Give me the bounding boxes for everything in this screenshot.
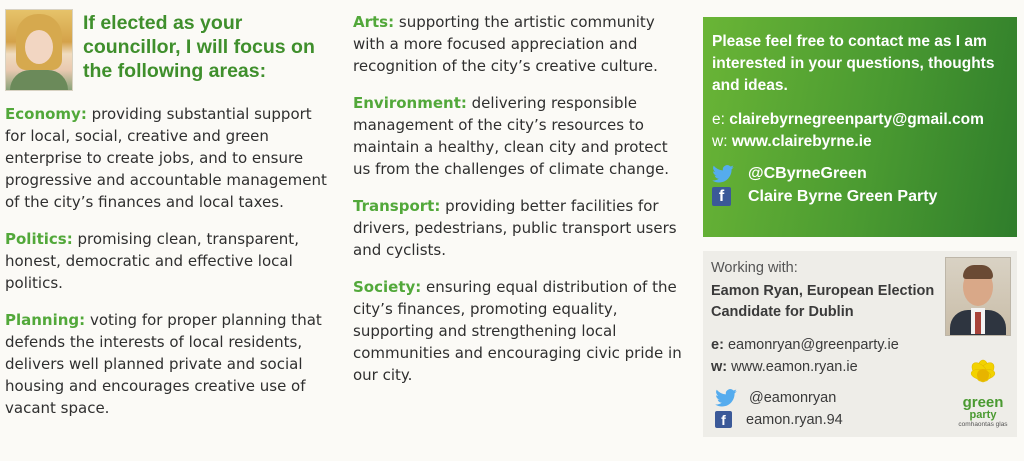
- contact-intro: Please feel free to contact me as I am interested in your questions, thoughts and ideas.: [712, 33, 995, 94]
- eamon-twitter-row[interactable]: [715, 389, 836, 407]
- contact-web-link[interactable]: www.clairebyrne.ie: [731, 133, 872, 150]
- arts-keyword: Arts:: [353, 13, 395, 31]
- logo-green-text: green: [962, 394, 1004, 411]
- candidate-portrait: [5, 9, 73, 91]
- contact-web-prefix: w:: [712, 133, 728, 150]
- arts-paragraph: [353, 11, 683, 77]
- eamon-ryan-photo: [945, 257, 1011, 336]
- planning-paragraph: [5, 309, 335, 419]
- society-paragraph: [353, 276, 683, 386]
- sunflower-icon: [961, 343, 1005, 395]
- eamon-web-link[interactable]: www.eamon.ryan.ie: [731, 359, 858, 375]
- politics-keyword: Politics:: [5, 230, 73, 248]
- logo-party-text: party: [969, 409, 997, 421]
- headline-block: [5, 9, 335, 91]
- eamon-facebook-row[interactable]: [715, 411, 843, 428]
- twitter-icon: [715, 389, 737, 407]
- contact-facebook-name: Claire Byrne Green Party: [748, 187, 938, 205]
- eamon-email-line: [711, 337, 899, 353]
- arts-text: supporting the artistic community with a more focused appreciation and recognition of the city’s creative culture.: [353, 13, 658, 75]
- environment-text: delivering responsible management of the city’s resources to maintain a healthy, clean city and protect us from the challenges of climate change.: [353, 94, 669, 178]
- planning-keyword: Planning:: [5, 311, 86, 329]
- contact-twitter-handle: @CByrneGreen: [748, 165, 867, 182]
- planning-text: voting for proper planning that defends the interests of local residents, delivers well planned private and social housing and encourages creative use of vacant space.: [5, 311, 322, 417]
- society-text: ensuring equal distribution of the city’s finances, promoting equality, supporting and strengthening local communities and encouraging civic pride in our city.: [353, 278, 682, 384]
- economy-keyword: Economy:: [5, 105, 87, 123]
- society-keyword: Society:: [353, 278, 422, 296]
- contact-email-line: [712, 111, 984, 129]
- headline: If elected as your councillor, I will focus on the following areas:: [83, 12, 315, 82]
- contact-email-link[interactable]: clairebyrnegreenparty@gmail.com: [729, 111, 984, 128]
- eamon-web-line: [711, 359, 858, 375]
- eamon-facebook-name: eamon.ryan.94: [746, 411, 843, 428]
- contact-web-line: [712, 133, 872, 151]
- economy-paragraph: [5, 103, 335, 213]
- green-party-logo: [953, 343, 1013, 433]
- contact-twitter-row[interactable]: [712, 165, 867, 183]
- facebook-icon: f: [712, 187, 731, 206]
- contact-facebook-row[interactable]: [712, 187, 937, 206]
- eamon-email-link[interactable]: eamonryan@greenparty.ie: [727, 337, 899, 353]
- eamon-twitter-handle: @eamonryan: [749, 390, 837, 406]
- eamon-email-prefix: e:: [711, 337, 724, 353]
- transport-paragraph: [353, 195, 683, 261]
- transport-text: providing better facilities for drivers, pedestrians, public transport users and cyclists.: [353, 197, 677, 259]
- environment-paragraph: [353, 92, 683, 180]
- eamon-web-prefix: w:: [711, 359, 728, 375]
- politics-paragraph: [5, 228, 335, 294]
- eamon-ryan-name: Eamon Ryan, European Election Candidate for Dublin: [711, 283, 935, 320]
- working-with-label: Working with:: [711, 260, 798, 276]
- economy-text: providing substantial support for local, social, creative and green enterprise to create jobs, and to ensure progressive and accountable management of the city’s finances and local taxes.: [5, 105, 327, 211]
- logo-irish-text: comhaontas glas: [958, 421, 1008, 428]
- politics-text: promising clean, transparent, honest, democratic and effective local politics.: [5, 230, 299, 292]
- environment-keyword: Environment:: [353, 94, 467, 112]
- focus-areas-column-2: [353, 11, 683, 386]
- contact-box: [703, 17, 1017, 237]
- contact-email-prefix: e:: [712, 111, 725, 128]
- focus-areas-column-1: [5, 9, 335, 419]
- transport-keyword: Transport:: [353, 197, 441, 215]
- facebook-icon: f: [715, 411, 732, 428]
- twitter-icon: [712, 165, 734, 183]
- working-with-box: [703, 251, 1017, 437]
